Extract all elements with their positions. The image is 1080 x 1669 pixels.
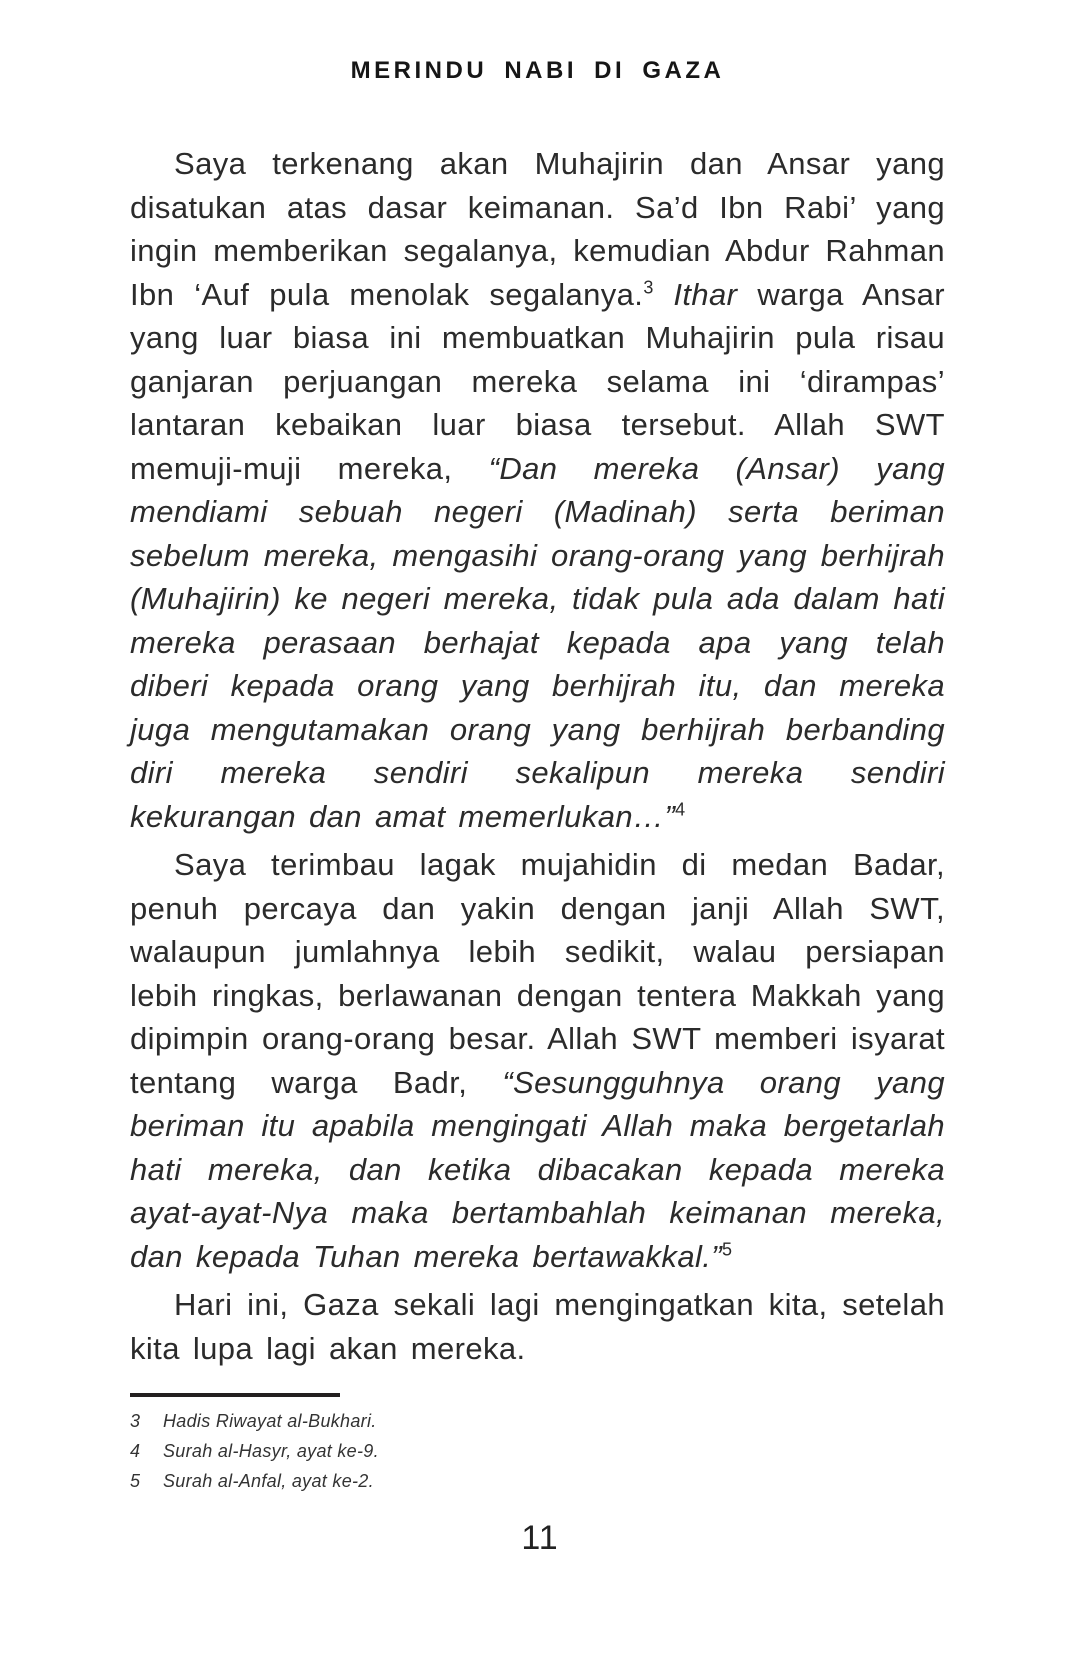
- paragraph-2: [130, 843, 945, 1278]
- page-number: 11: [521, 1519, 559, 1557]
- footnote-item: [130, 1466, 945, 1496]
- footnotes-block: [130, 1393, 945, 1496]
- text-segment: Saya terimbau lagak mujahidin di medan Badar, penuh percaya dan yakin dengan janji Allah SWT, walaupun jumlahnya lebih sedikit, walau persiapan lebih ringkas, berlawanan dengan tentera Makkah yang dipimpin orang-orang besar. Allah SWT memberi isyarat tentang warga Badr,: [130, 847, 945, 1100]
- text-segment: warga Ansar yang luar biasa ini membuatkan Muhajirin pula risau ganjaran perjuangan mereka selama ini ‘dirampas’ lantaran kebaikan luar biasa tersebut. Allah SWT memuji-muji mereka,: [130, 276, 946, 486]
- text-segment: Saya terkenang akan Muhajirin dan Ansar yang disatukan atas dasar keimanan. Sa’d Ibn Rabi’ yang ingin memberikan segalanya, kemudian Abdur Rahman Ibn ‘Auf pula menolak segalanya.: [130, 146, 945, 312]
- footnote-ref-3: 3: [643, 277, 654, 298]
- footnote-text: Surah al-Anfal, ayat ke-2.: [163, 1471, 374, 1491]
- italic-term-segment: Ithar: [673, 276, 738, 312]
- footnote-number: 3: [130, 1411, 141, 1431]
- footnote-item: [130, 1436, 945, 1466]
- chapter-running-head: MERINDU NABI DI GAZA: [350, 57, 725, 84]
- text-segment: Hari ini, Gaza sekali lagi mengingatkan kita, setelah kita lupa lagi akan mereka.: [130, 1287, 945, 1366]
- footnote-number: 4: [130, 1441, 141, 1461]
- footnote-item: [130, 1406, 945, 1436]
- footnote-ref-4: 4: [675, 799, 686, 820]
- italic-quote-segment: “Sesungguhnya orang yang beriman itu apabila mengingati Allah maka bergetarlah hati mereka, dan ketika dibacakan kepada mereka ayat-ayat-Nya maka bertambahlah keimanan mereka, dan kepada Tuhan mereka bertawakkal.”: [130, 1064, 945, 1274]
- footnote-text: Hadis Riwayat al-Bukhari.: [163, 1411, 377, 1431]
- footnote-text: Surah al-Hasyr, ayat ke-9.: [163, 1441, 379, 1461]
- footnote-ref-5: 5: [722, 1239, 733, 1260]
- footnote-number: 5: [130, 1471, 141, 1491]
- paragraph-1: [130, 142, 945, 838]
- page-body: [130, 142, 945, 1370]
- footnotes-section: [130, 1406, 945, 1496]
- paragraph-3: [130, 1283, 945, 1370]
- footnote-separator-rule: [130, 1393, 340, 1397]
- italic-quote-segment: “Dan mereka (Ansar) yang mendiami sebuah negeri (Madinah) serta beriman sebelum mereka, mengasihi orang-orang yang berhijrah (Muhajirin) ke negeri mereka, tidak pula ada dalam hati mereka perasaan berhajat kepada apa yang telah diberi kepada orang yang berhijrah itu, dan mereka juga mengutamakan orang yang berhijrah berbanding diri mereka sendiri sekalipun mereka sendiri kekurangan dan amat memerlukan…”: [130, 450, 945, 834]
